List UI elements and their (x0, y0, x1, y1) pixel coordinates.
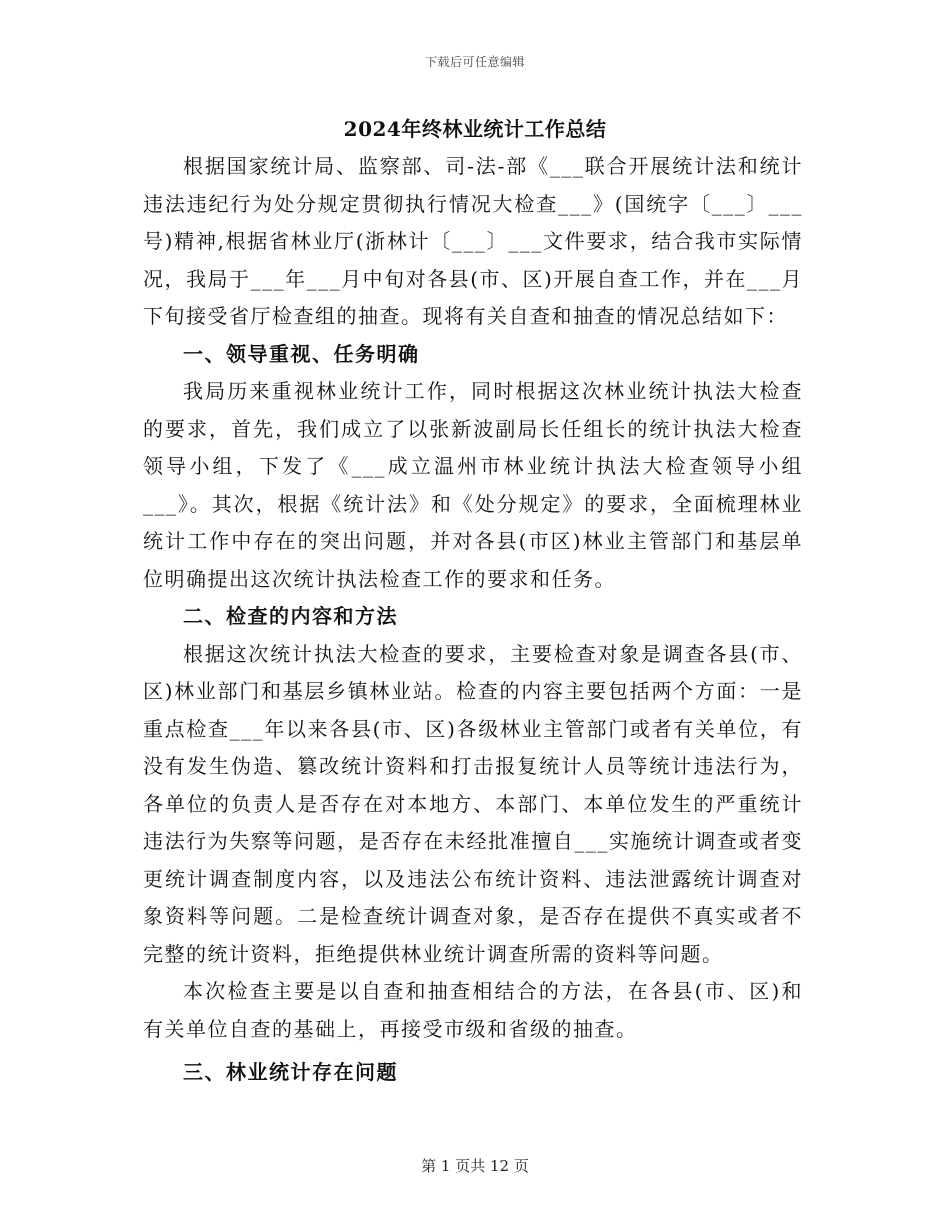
section-heading-1: 一、领导重视、任务明确 (183, 341, 420, 366)
intro-paragraph: 根据国家统计局、监察部、司-法-部《___联合开展统计法和统计违法违纪行为处分规定贯彻执行情况大检查___》(国统字〔___〕___号)精神,根据省林业厅(浙林计〔___〕___文件要求，结合我市实际情况，我局于___年___月中旬对各县(市、区)开展自查工作，并在___月下旬接受省厅检查组的抽查。现将有关自查和抽查的情况总结如下： (143, 154, 803, 328)
page-header-note: 下载后可任意编辑 (424, 55, 525, 69)
page-number-footer: 第 1 页共 12 页 (421, 1157, 529, 1175)
section-heading-2: 二、检查的内容和方法 (183, 604, 398, 628)
section-2-paragraph-2: 本次检查主要是以自查和抽查相结合的方法，在各县(市、区)和有关单位自查的基础上，再接受市级和省级的抽查。 (143, 979, 803, 1041)
document-body (143, 148, 803, 1092)
section-2-paragraph-1: 根据这次统计执法大检查的要求，主要检查对象是调查各县(市、区)林业部门和基层乡镇林业站。检查的内容主要包括两个方面：一是重点检查___年以来各县(市、区)各级林业主管部门或者有关单位，有没有发生伪造、篡改统计资料和打击报复统计人员等统计违法行为，各单位的负责人是否存在对本地方、本部门、本单位发生的严重统计违法行为失察等问题，是否存在未经批准擅自___实施统计调查或者变更统计调查制度内容，以及违法公布统计资料、违法泄露统计调查对象资料等问题。二是检查统计调查对象，是否存在提供不真实或者不完整的统计资料，拒绝提供林业统计调查所需的资料等问题。 (143, 641, 803, 966)
section-1-paragraph-1: 我局历来重视林业统计工作，同时根据这次林业统计执法大检查的要求，首先，我们成立了以张新波副局长任组长的统计执法大检查领导小组，下发了《___成立温州市林业统计执法大检查领导小组___》。其次，根据《统计法》和《处分规定》的要求，全面梳理林业统计工作中存在的突出问题，并对各县(市区)林业主管部门和基层单位明确提出这次统计执法检查工作的要求和任务。 (143, 379, 803, 591)
section-heading-3: 三、林业统计存在问题 (183, 1060, 398, 1084)
document-title: 2024年终林业统计工作总结 (343, 117, 607, 141)
